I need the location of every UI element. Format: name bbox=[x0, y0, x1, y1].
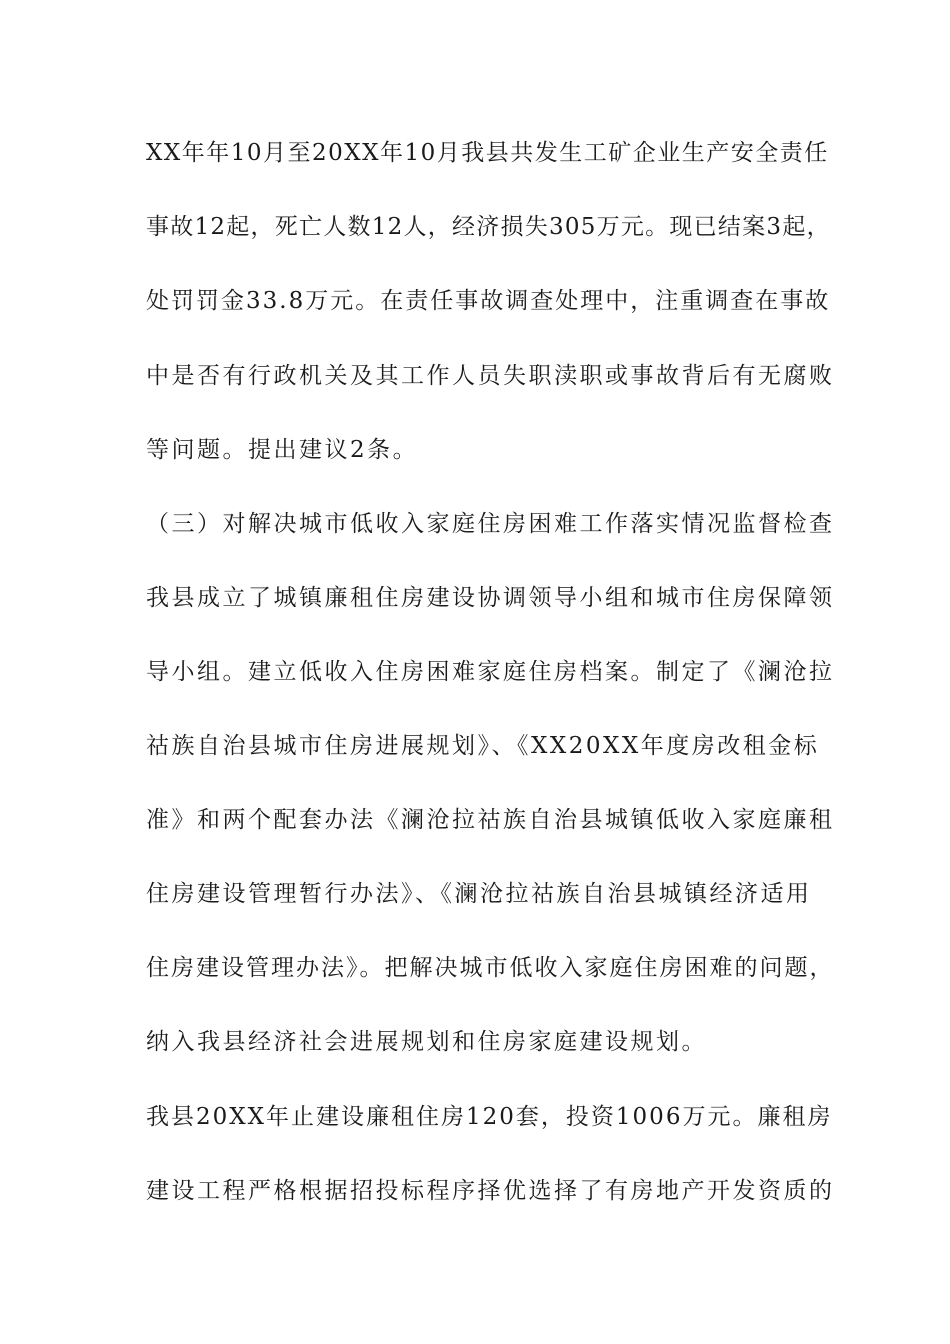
text-line: 我县20XX年止建设廉租住房120套，投资1006万元。廉租房 bbox=[146, 1104, 833, 1130]
text-line: 我县成立了城镇廉租住房建设协调领导小组和城市住房保障领 bbox=[146, 585, 835, 611]
text-line: 建设工程严格根据招投标程序择优选择了有房地产开发资质的 bbox=[146, 1178, 835, 1204]
text-line: 住房建设管理办法》。把解决城市低收入家庭住房困难的问题， bbox=[146, 955, 835, 981]
section-heading: （三）对解决城市低收入家庭住房困难工作落实情况监督检查 bbox=[146, 511, 835, 537]
text-line: 处罚罚金33.8万元。在责任事故调查处理中，注重调查在事故 bbox=[146, 288, 831, 314]
text-line: 祜族自治县城市住房进展规划》、《XX20XX年度房改租金标 bbox=[146, 733, 820, 759]
text-line: 纳入我县经济社会进展规划和住房家庭建设规划。 bbox=[146, 1029, 707, 1055]
text-line: 导小组。建立低收入住房困难家庭住房档案。制定了《澜沧拉 bbox=[146, 659, 835, 685]
text-line: 住房建设管理暂行办法》、《澜沧拉祜族自治县城镇经济适用 bbox=[146, 881, 812, 907]
text-line: XX年年10月至20XX年10月我县共发生工矿企业生产安全责任 bbox=[146, 140, 829, 166]
text-line: 事故12起，死亡人数12人，经济损失305万元。现已结案3起， bbox=[146, 214, 831, 240]
text-line: 中是否有行政机关及其工作人员失职渎职或事故背后有无腐败 bbox=[146, 363, 835, 389]
text-line: 准》和两个配套办法《澜沧拉祜族自治县城镇低收入家庭廉租 bbox=[146, 807, 835, 833]
text-line: 等问题。提出建议2条。 bbox=[146, 437, 419, 463]
